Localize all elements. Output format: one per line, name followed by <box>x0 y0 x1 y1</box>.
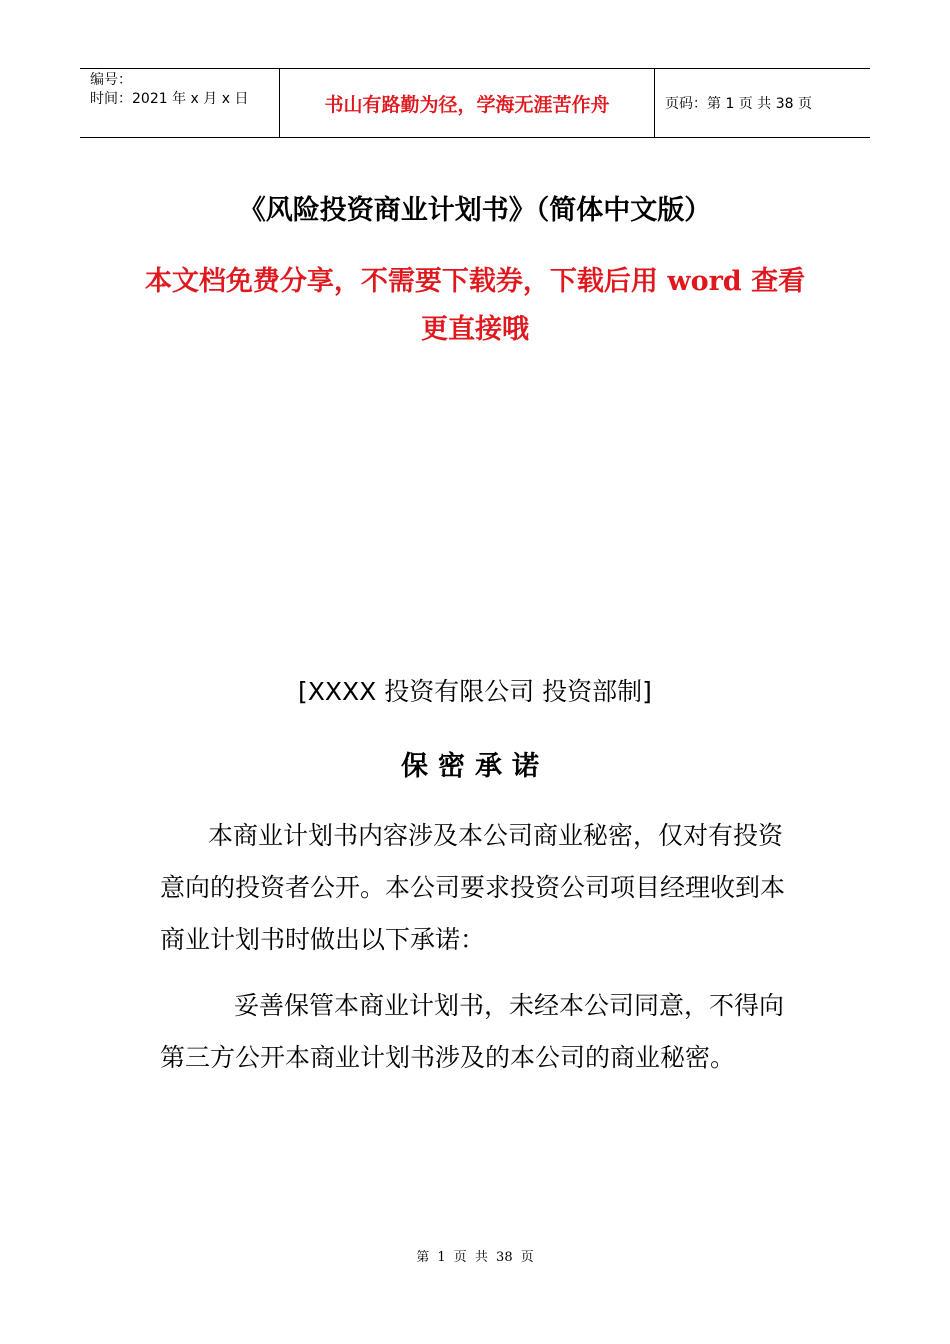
header-motto: 书山有路勤为径，学海无涯苦作舟 <box>280 69 655 137</box>
paragraph-intro: 本商业计划书内容涉及本公司商业秘密，仅对有投资意向的投资者公开。本公司要求投资公司项目经理收到本商业计划书时做出以下承诺： <box>160 821 786 954</box>
header-number-label: 编号： <box>90 72 132 88</box>
page-footer: 第 1 页 共 38 页 <box>416 1250 534 1265</box>
header-page-info: 页码：第 1 页 共 38 页 <box>665 96 812 112</box>
header-time-label: 时间：2021 年 x 月 x 日 <box>90 91 249 107</box>
free-share-notice: 本文档免费分享，不需要下载券，下载后用 word 查看更直接哦 <box>144 266 806 345</box>
company-line: [XXXX 投资有限公司 投资部制] <box>298 677 652 706</box>
secrecy-commitment-title: 保密承诺 <box>401 751 549 782</box>
document-title: 《风险投资商业计划书》（简体中文版） <box>238 195 712 226</box>
header-meta-cell <box>80 69 280 137</box>
document-header <box>80 68 870 138</box>
paragraph-commitment: 妥善保管本商业计划书，未经本公司同意，不得向第三方公开本商业计划书涉及的本公司的商业秘密。 <box>160 991 785 1072</box>
